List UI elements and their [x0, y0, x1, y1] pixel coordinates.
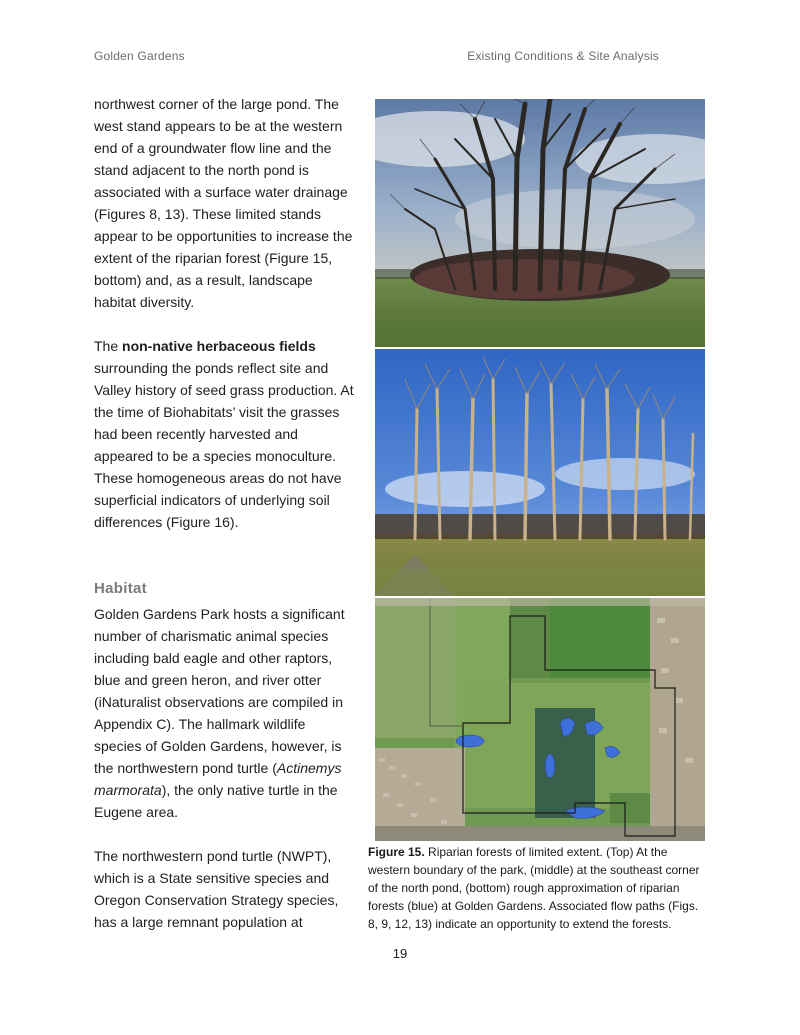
paragraph-habitat — [94, 603, 354, 823]
running-header-section: Existing Conditions & Site Analysis — [467, 49, 659, 63]
photo-north-pond-riparian-stand — [375, 349, 705, 596]
photo-west-riparian-stand — [375, 99, 705, 347]
running-header-title: Golden Gardens — [94, 49, 185, 63]
p3-pre: Golden Gardens Park hosts a significant number of charismatic animal species including bald eagle and other raptors, blue and green heron, and river otter (iNaturalist observations are compiled in Appendix C). The hallmark wildlife species of Golden Gardens, however, is the northwestern pond turtle ( — [94, 606, 345, 776]
aerial-map-riparian-forests — [375, 598, 705, 841]
paragraph-stands — [94, 93, 354, 313]
paragraph-herbaceous-text — [94, 335, 354, 533]
p3-species-name: Actinemys marmorata — [94, 760, 342, 798]
p2-pre: The — [94, 338, 123, 354]
paragraph-nwpt-text: The northwestern pond turtle (NWPT), which is a State sensitive species and Oregon Conservation Strategy species, has a large remnant population at — [94, 848, 339, 930]
figure-caption-text: Riparian forests of limited extent. (Top) At the western boundary of the park, (middle) at the southeast corner of the north pond, (bottom) rough approximation of riparian forests (blue) at Golden Gardens. Associated flow paths (Figs. 8, 9, 12, 13) indicate an opportunity to extend the forests. — [368, 845, 700, 931]
p2-bold-term: non-native herbaceous fields — [122, 338, 316, 354]
page-number: 19 — [392, 946, 408, 961]
aerial-map-riparian-forests-image — [375, 598, 705, 841]
paragraph-habitat-text — [94, 603, 354, 823]
paragraph-herbaceous-fields — [94, 335, 354, 533]
paragraph-stands-text: northwest corner of the large pond. The west stand appears to be at the western end of a groundwater flow line and the stand adjacent to the north pond is associated with a surface water drainage (Figures 8, 13). These limited stands appear to be opportunities to increase the extent of the riparian forest (Figure 15, bottom) and, as a result, landscape habitat diversity. — [94, 96, 353, 310]
paragraph-nwpt — [94, 845, 354, 933]
photo-north-pond-riparian-stand-image — [375, 349, 705, 596]
figure-caption — [368, 843, 708, 933]
section-heading-habitat: Habitat — [94, 580, 147, 597]
p2-post: surrounding the ponds reflect site and Valley history of seed grass production. At the time of Biohabitats’ visit the grasses had been recently harvested and appeared to be a species monoculture. These homogeneous areas do not have superficial indicators of underlying soil differences (Figure 16). — [94, 360, 354, 530]
p3-post: ), the only native turtle in the Eugene area. — [94, 782, 338, 820]
photo-west-riparian-stand-image — [375, 99, 705, 347]
figure-caption-label: Figure 15. — [368, 845, 425, 859]
